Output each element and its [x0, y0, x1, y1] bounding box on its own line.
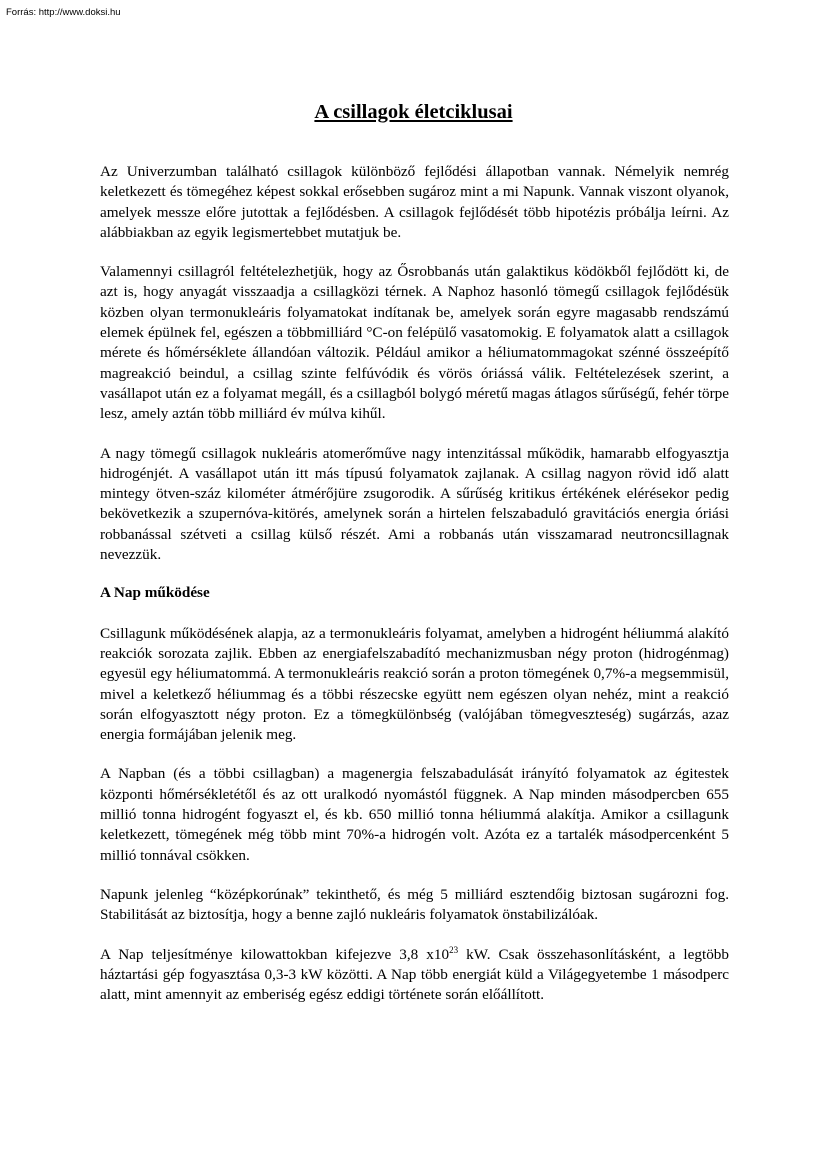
- document-body: [100, 162, 729, 1005]
- intro-paragraph-2: Valamennyi csillagról feltételezhetjük, hogy az Ősrobbanás után galaktikus ködökből fejlődött ki, de azt is, hogy anyagát visszaadja a csillagközi térnek. A Naphoz hasonló tömegű csillagok fejlődésük közben olyan termonukleáris folyamatokat indítanak be, amelyek során egyre magasabb rendszámú elemek épülnek fel, egészen a többmilliárd °C-on felépülő vasatomokig. E folyamatok alatt a csillagok mérete és hőmérséklete állandóan változik. Például amikor a héliumatommagokat szénné összeépítő magreakció beindul, a csillag szinte felfúvódik és vörös óriássá válik. Feltételezések szerint, a vasállapot után ez a folyamat megáll, és a csillagból bolygó méretű magas átlagos sűrűségű, fehér törpe lesz, amely aztán több milliárd év múlva kihűl.: [100, 263, 729, 423]
- source-url-text: Forrás: http://www.doksi.hu: [6, 7, 121, 18]
- sun-paragraph-3: Napunk jelenleg “középkorúnak” tekinthető, és még 5 milliárd esztendőig biztosan sugározni fog. Stabilitását az biztosítja, hogy a benne zajló nukleáris folyamatok önstabilizálóak.: [100, 885, 729, 924]
- sun-paragraph-1: Csillagunk működésének alapja, az a termonukleáris folyamat, amelyben a hidrogént héliummá alakító reakciók sorozata zajlik. Ebben az energiafelszabadító mechanizmusban négy proton (hidrogénmag) egyesül egy héliumatommá. A termonukleáris reakció során a proton tömegének 0,7%-a megsemmisül, mivel a keletkező héliummag és a többi részecske együtt nem egészen olyan nehéz, mint a reakció során elfogyasztott négy proton. Ez a tömegkülönbség (valójában tömegveszteség) sugárzás, azaz energia formájában jelenik meg.: [100, 624, 729, 744]
- sun-paragraph-2: A Napban (és a többi csillagban) a magenergia felszabadulását irányító folyamatok az égitestek központi hőmérsékletétől és az ott uralkodó nyomástól függnek. A Nap minden másodpercben 655 millió tonna hidrogént fogyaszt el, és kb. 650 millió tonna héliummá alakítja. Amikor a csillagunk keletkezett, tömegének még több mint 70%-a hidrogén volt. Azóta ez a tartalék másodpercenként 5 millió tonnával csökken.: [100, 765, 729, 864]
- power-text-before: A Nap teljesítménye kilowattokban kifejezve 3,8 x10: [100, 945, 450, 963]
- power-exponent: 23: [449, 944, 459, 955]
- power-text-after: kW. Csak összehasonlításként, a legtöbb háztartási gép fogyasztása 0,3-3 kW közötti. A Nap több energiát küld a Világegyetembe 1 másodperc alatt, mint amennyit az emberiség egész eddigi története során előállított.: [100, 945, 729, 1004]
- sun-power-paragraph: [100, 945, 729, 1006]
- page-title: A csillagok életciklusai: [314, 101, 513, 123]
- intro-paragraph-1: Az Univerzumban található csillagok különböző fejlődési állapotban vannak. Némelyik nemrég keletkezett és tömegéhez képest sokkal erősebben sugároz mint a mi Napunk. Vannak viszont olyanok, amelyek messze előre jutottak a fejlődésben. A csillagok fejlődését több hipotézis próbálja leírni. Az alábbiakban az egyik legismertebbet mutatjuk be.: [100, 163, 729, 241]
- section-heading: A Nap működése: [100, 584, 210, 602]
- intro-paragraph-3: A nagy tömegű csillagok nukleáris atomerőműve nagy intenzitással működik, hamarabb elfogyasztja hidrogénjét. A vasállapot után itt más típusú folyamatok zajlanak. A csillag nagyon rövid idő alatt mintegy ötven-száz kilométer átmérőjüre zsugorodik. A sűrűség kritikus értékének elérésekor pedig bekövetkezik a szupernóva-kitörés, amelynek során a hirtelen felszabaduló gravitációs energia óriási robbanással szétveti a csillag külső részét. Ami a robbanás után visszamarad neutroncsillagnak nevezzük.: [100, 444, 729, 564]
